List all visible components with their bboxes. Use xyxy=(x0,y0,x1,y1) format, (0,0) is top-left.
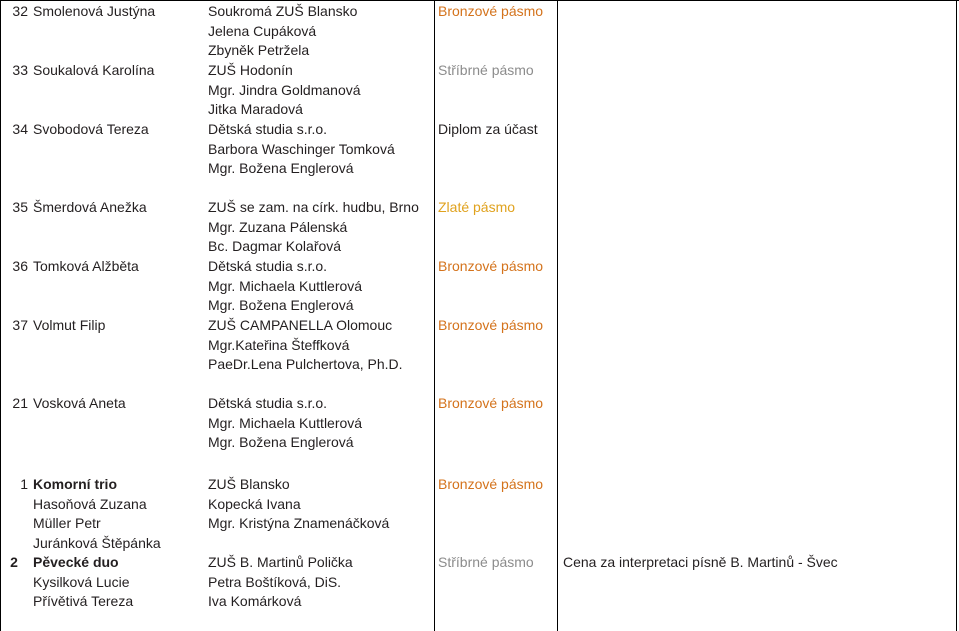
school-and-teachers: Dětská studia s.r.o. Mgr. Michaela Kuttlerová Mgr. Božena Englerová xyxy=(208,395,363,450)
award: Bronzové pásmo xyxy=(438,258,544,274)
award: Diplom za účast xyxy=(438,121,538,137)
school-and-teachers: ZUŠ CAMPANELLA Olomouc Mgr.Kateřina Šteffková PaeDr.Lena Pulchertova, Ph.D. xyxy=(208,317,403,372)
row-number: 37 xyxy=(12,317,28,333)
award: Stříbrné pásmo xyxy=(438,62,534,78)
participant-name: Volmut Filip xyxy=(33,317,106,333)
award: Bronzové pásmo xyxy=(438,476,544,492)
row-number: 33 xyxy=(12,62,28,78)
table-border-right xyxy=(956,0,957,631)
table-border-top xyxy=(0,0,959,1)
school-and-teachers: Dětská studia s.r.o. Mgr. Michaela Kuttlerová Mgr. Božena Englerová xyxy=(208,258,363,313)
school-and-teachers: ZUŠ se zam. na círk. hudbu, Brno Mgr. Zuzana Pálenská Bc. Dagmar Kolařová xyxy=(208,199,419,254)
ensemble-title: Komorní trio xyxy=(33,476,117,492)
school-and-teachers: Dětská studia s.r.o. Barbora Waschinger Tomková Mgr. Božena Englerová xyxy=(208,121,395,176)
ensemble-title: Pěvecké duo xyxy=(33,554,119,570)
participant-name: Tomková Alžběta xyxy=(33,258,139,274)
school-and-teachers: ZUŠ Blansko Kopecká Ivana Mgr. Kristýna Znamenáčková xyxy=(208,476,390,531)
school-and-teachers: ZUŠ Hodonín Mgr. Jindra Goldmanová Jitka Maradová xyxy=(208,62,361,117)
school-and-teachers: ZUŠ B. Martinů Polička Petra Boštíková, DiS. Iva Komárková xyxy=(208,554,353,609)
participant-name: Pěvecké duo Kysilková Lucie Přívětivá Tereza xyxy=(33,554,134,609)
row-number: 36 xyxy=(12,258,28,274)
award: Zlaté pásmo xyxy=(438,199,516,215)
row-number: 2 xyxy=(10,554,18,570)
column-divider-award xyxy=(434,0,435,631)
row-number: 32 xyxy=(12,3,28,19)
award: Bronzové pásmo xyxy=(438,317,544,333)
participant-name: Smolenová Justýna xyxy=(33,3,156,19)
award: Stříbrné pásmo xyxy=(438,554,534,570)
row-number: 21 xyxy=(12,395,28,411)
special-prize-note: Cena za interpretaci písně B. Martinů - Švec xyxy=(563,554,838,570)
row-number: 34 xyxy=(12,121,28,137)
award: Bronzové pásmo xyxy=(438,395,544,411)
award: Bronzové pásmo xyxy=(438,3,544,19)
participant-name: Vosková Aneta xyxy=(33,395,126,411)
row-number: 1 xyxy=(20,476,28,492)
participant-name: Komorní trio Hasoňová Zuzana Müller Petr Juránková Štěpánka xyxy=(33,476,161,551)
participant-name: Svobodová Tereza xyxy=(33,121,149,137)
column-divider-note xyxy=(557,0,558,631)
table-border-left xyxy=(0,0,1,631)
participant-name: Soukalová Karolína xyxy=(33,62,155,78)
participant-name: Šmerdová Anežka xyxy=(33,199,147,215)
school-and-teachers: Soukromá ZUŠ Blansko Jelena Cupáková Zbyněk Petržela xyxy=(208,3,358,58)
row-number: 35 xyxy=(12,199,28,215)
